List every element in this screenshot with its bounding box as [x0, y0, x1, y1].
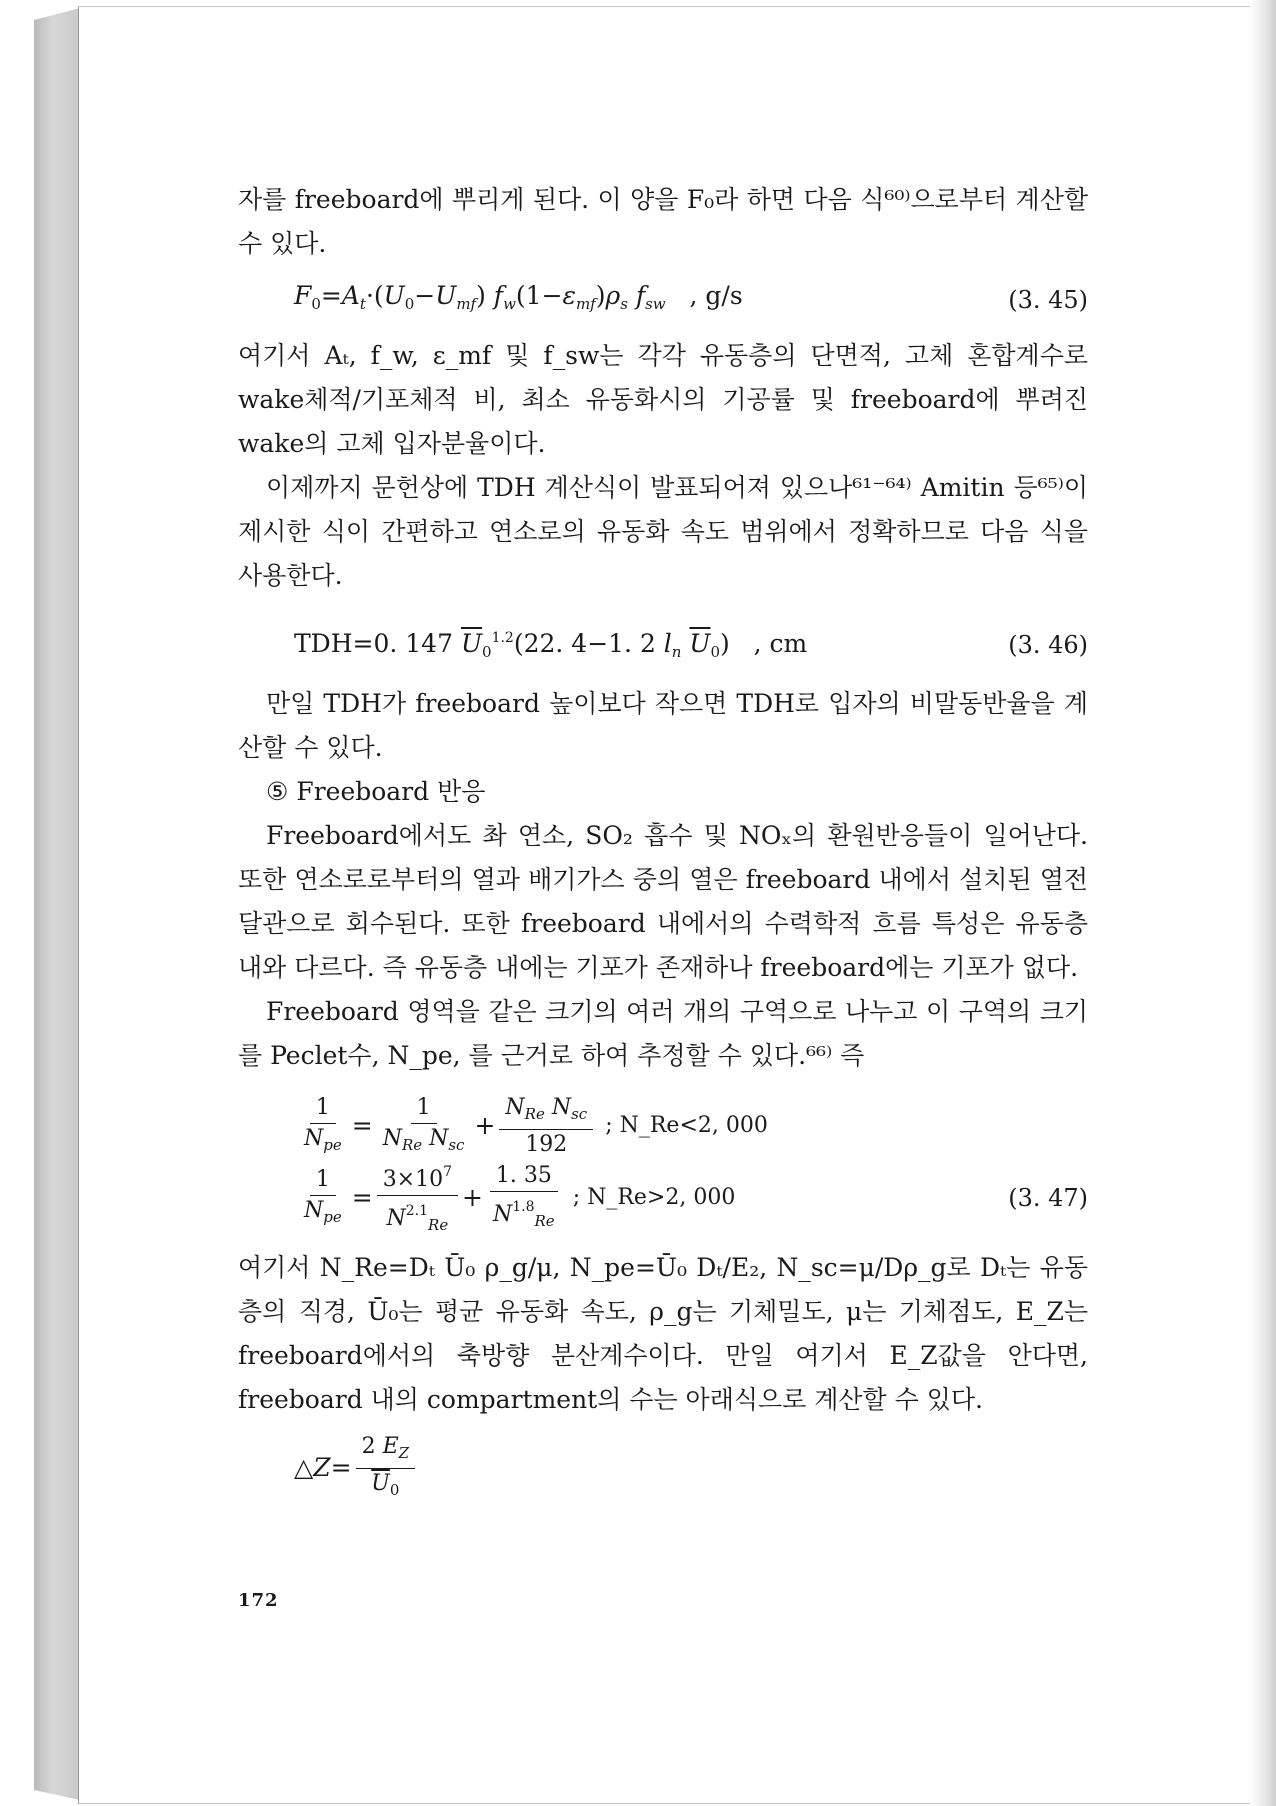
fraction: $\frac{1}{N_{Re} N_{sc}}$ [382, 1094, 465, 1154]
paragraph-2: 여기서 Aₜ, f_w, ε_mf 및 f_sw는 각각 유동층의 단면적, 고체 혼합계수로 wake체적/기포체적 비, 최소 유동화시의 기공률 및 freeboard에 뿌려진 wake의 고체 입자분율이다. [238, 341, 1088, 458]
equation-3-46-formula: TDH=0. 147 $\overline{U}_0^{1.2}(22$. 4−1. 2 $l_n$ $\overline{U}_0$) , cm [294, 629, 808, 661]
equation-3-47 [238, 1090, 1088, 1234]
fraction: $\frac{1. 35}{N^{1.8}_{Re}}$ [487, 1161, 561, 1236]
page-content [238, 178, 1088, 1516]
equation-3-45-unit: , g/s [689, 281, 743, 310]
fraction: $\frac{1}{N_{pe}}$ [304, 1166, 342, 1226]
equation-3-47-row-2: $\frac{1}{N_{pe}}$ = $\frac{3\times 10^7}{N^{2.1}_{Re}}$ + $\frac{1. 35}{N^{1.8}_{Re}}$ ; N_Re>2, 000 (3. 47) [294, 1162, 1088, 1234]
fraction: $\frac{1}{N_{pe}}$ [304, 1094, 342, 1154]
equation-3-46-number: (3. 46) [1008, 631, 1088, 659]
equation-delta-z [238, 1432, 1088, 1504]
paragraph-4: 만일 TDH가 freeboard 높이보다 작으면 TDH로 입자의 비말동반율을 계산할 수 있다. [238, 689, 1088, 762]
book-spine [34, 8, 80, 1800]
equation-3-45-formula: $F_0=A_t\cdot(U_0-U_{mf})$ $f_w(1-\varepsilon_{mf})\rho_s$ $f_{sw}$ , g/s [294, 281, 743, 313]
paragraph-5: Freeboard에서도 촤 연소, SO₂ 흡수 및 NOₓ의 환원반응들이 일어난다. 또한 연소로로부터의 열과 배기가스 중의 열은 freeboard 내에서 설치된 열전달관으로 회수된다. 또한 freeboard 내에서의 수력학적 흐름 특성은 유동층 내와 다르다. 즉 유동층 내에는 기포가 존재하나 freeboard에는 기포가 없다. [238, 821, 1088, 982]
fraction: $\frac{N_{Re} N_{sc}}{192}$ [499, 1093, 593, 1160]
equation-delta-z-row: △Z= $\frac{2 E_Z}{\overline{U}_0}$ [294, 1432, 1088, 1504]
equation-3-47-condition-2: ; N_Re>2, 000 [572, 1185, 736, 1210]
page-number: 172 [238, 1590, 279, 1611]
page-edge-shadow [1250, 0, 1276, 1806]
fraction: $\frac{2 E_Z}{\overline{U}_0}$ [356, 1432, 416, 1505]
paragraph-1: 자를 freeboard에 뿌리게 된다. 이 양을 F₀라 하면 다음 식⁶⁰⁾으로부터 계산할 수 있다. [238, 185, 1088, 258]
paragraph-7: 여기서 N_Re=Dₜ Ū₀ ρ_g/μ, N_pe=Ū₀ Dₜ/E₂, N_sc=μ/Dρ_g로 Dₜ는 유동층의 직경, Ū₀는 평균 유동화 속도, ρ_g는 기체밀도, μ는 기체점도, E_Z는 freeboard에서의 축방향 분산계수이다. 만일 여기서 E_Z값을 안다면, freeboard 내의 compartment의 수는 아래식으로 계산할 수 있다. [238, 1253, 1088, 1414]
equation-3-46-unit: , cm [753, 629, 808, 658]
paragraph-6: Freeboard 영역을 같은 크기의 여러 개의 구역으로 나누고 이 구역의 크기를 Peclet수, N_pe, 를 근거로 하여 추정할 수 있다.⁶⁶⁾ 즉 [238, 997, 1088, 1070]
paragraph-3: 이제까지 문헌상에 TDH 계산식이 발표되어져 있으나⁶¹⁻⁶⁴⁾ Amitin 등⁶⁵⁾이 제시한 식이 간편하고 연소로의 유동화 속도 범위에서 정확하므로 다음 식을 사용한다. [238, 473, 1088, 590]
equation-3-46 [238, 616, 1088, 674]
equation-3-47-row-1: $\frac{1}{N_{pe}}$ = $\frac{1}{N_{Re} N_{sc}}$ + $\frac{N_{Re} N_{sc}}{192}$ ; N_Re<2, 000 [294, 1090, 1088, 1162]
section-heading: ⑤ Freeboard 반응 [266, 777, 486, 806]
equation-3-45-number: (3. 45) [1008, 286, 1088, 314]
equation-3-45 [238, 274, 1088, 326]
equation-3-47-number: (3. 47) [1008, 1184, 1088, 1212]
fraction: $\frac{3\times 10^7}{N^{2.1}_{Re}}$ [377, 1157, 458, 1240]
equation-3-47-condition-1: ; N_Re<2, 000 [605, 1113, 768, 1138]
